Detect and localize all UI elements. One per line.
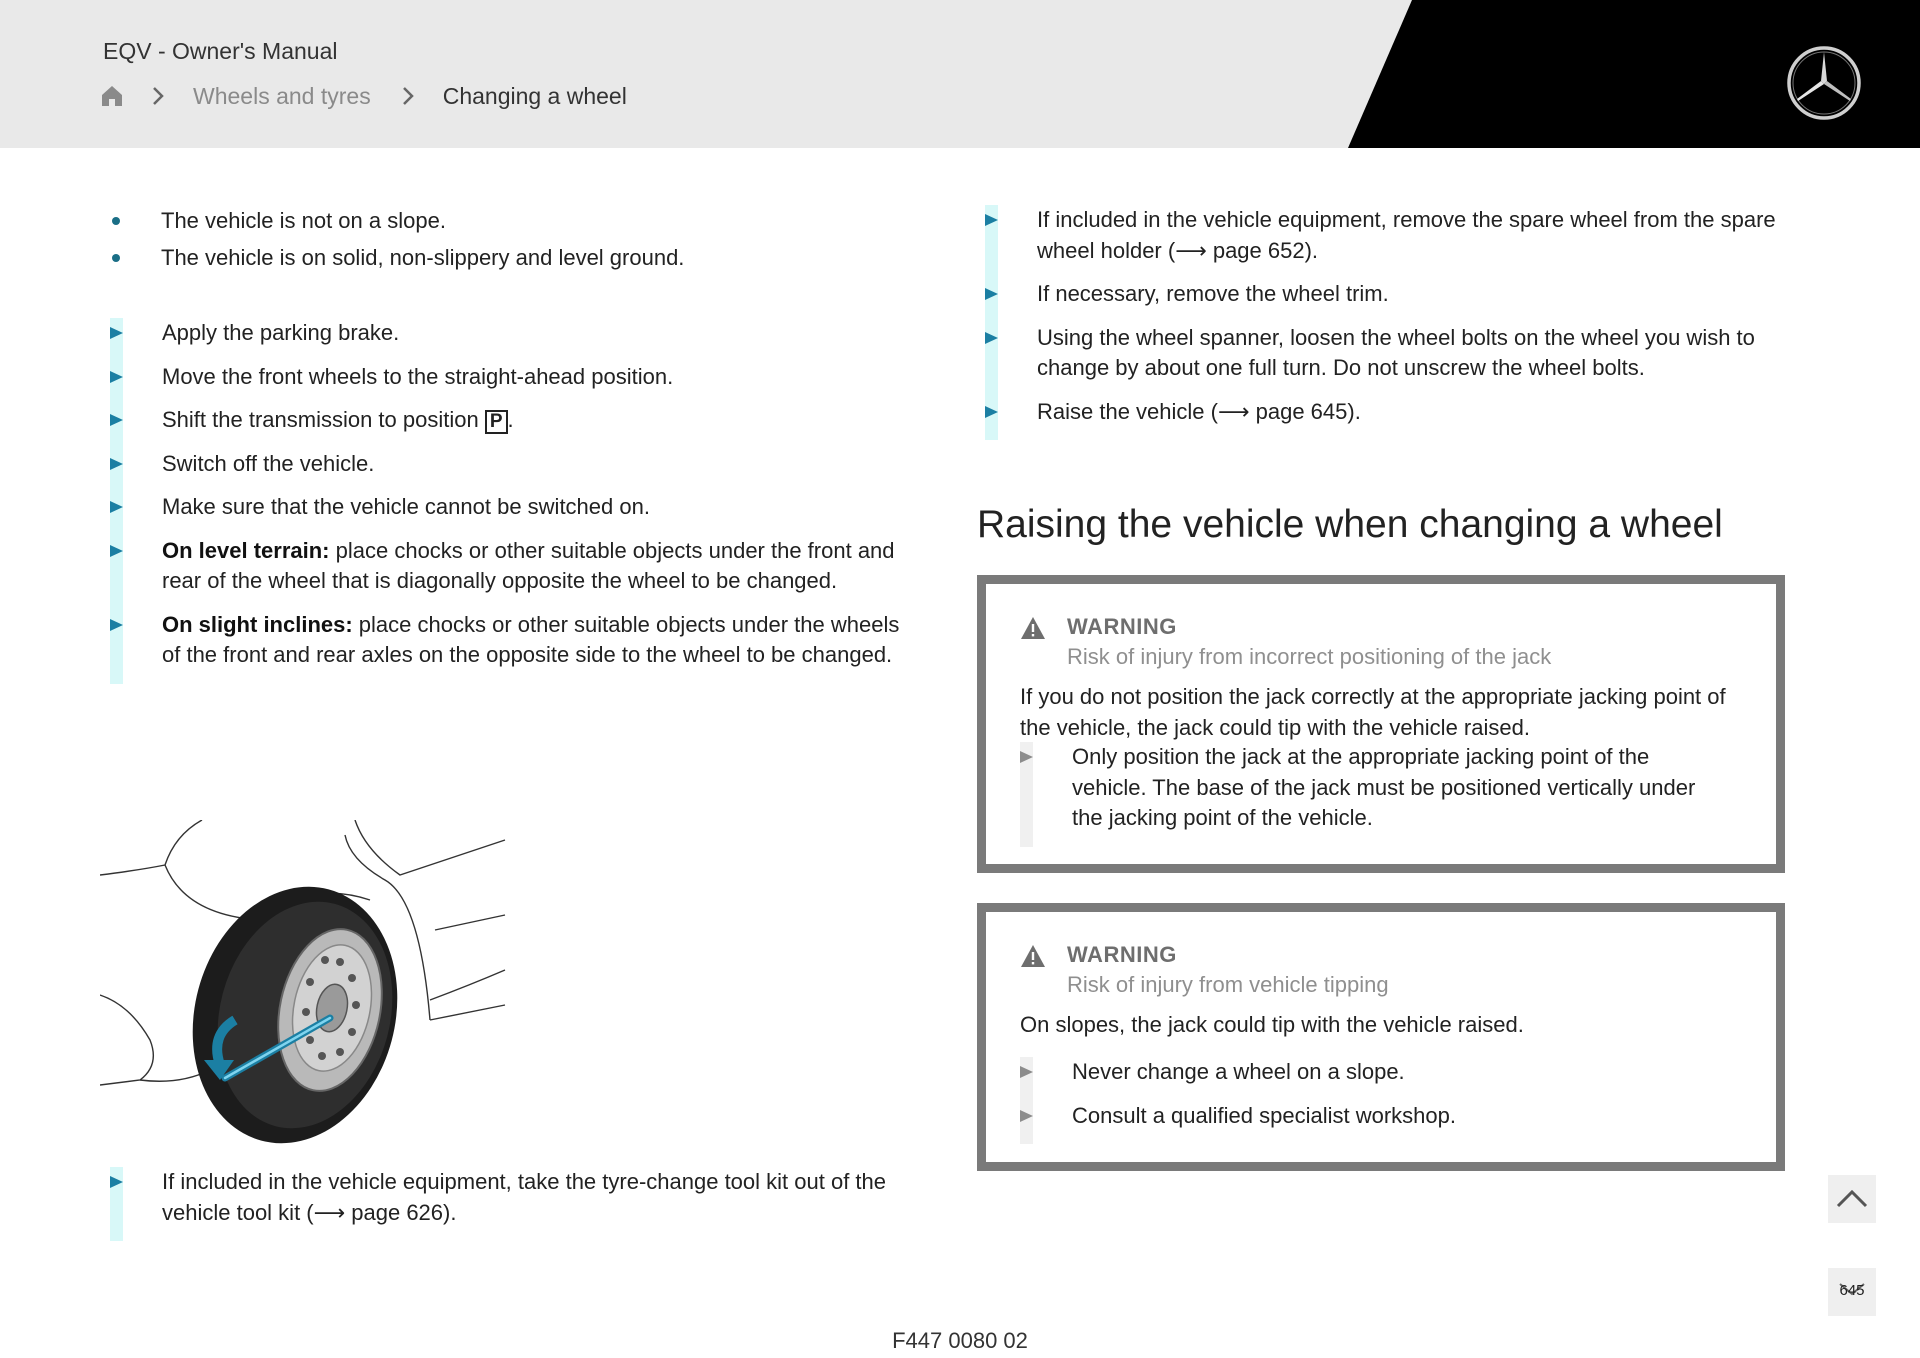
bullet-dot-icon <box>112 217 120 225</box>
step-text: Using the wheel spanner, loosen the wheel bolts on the wheel you wish to change by about one full turn. Do not unscrew the wheel bolts. <box>1037 324 1755 380</box>
chevron-right-icon <box>401 85 415 107</box>
bullet-dot-icon <box>112 254 120 262</box>
document-title: EQV - Owner's Manual <box>103 38 338 64</box>
prerequisite-list <box>110 205 684 279</box>
list-item <box>110 205 684 242</box>
header-bar <box>0 0 1920 148</box>
step-item <box>110 1167 910 1241</box>
warning-body: If you do not position the jack correctly at the appropriate jacking point of the vehicle, the jack could tip with the vehicle raised. <box>1020 684 1726 740</box>
step-condition: On slight inclines: <box>162 611 353 637</box>
section-heading: Raising the vehicle when changing a wheel <box>977 503 1723 546</box>
list-item-text: The vehicle is on solid, non-slippery and level ground. <box>161 245 685 270</box>
step-text: Make sure that the vehicle cannot be switched on. <box>162 494 650 519</box>
step-text: Never change a wheel on a slope. <box>1072 1059 1405 1084</box>
step-item <box>1020 742 1720 847</box>
step-condition: On level terrain: <box>162 537 330 563</box>
step-text: Only position the jack at the appropriate jacking point of the vehicle. The base of the jack must be positioned vertically under the jacking point of the vehicle. <box>1072 744 1696 830</box>
procedure-steps-right <box>985 205 1785 440</box>
step-item <box>985 397 1785 441</box>
step-text: If included in the vehicle equipment, remove the spare wheel from the spare wheel holder (⟶ page 652). <box>1037 207 1776 263</box>
step-arrow-icon <box>985 406 998 418</box>
step-arrow-icon <box>985 214 998 226</box>
step-item <box>110 536 910 610</box>
page-navigation-button[interactable] <box>1828 1268 1876 1316</box>
step-item <box>110 362 910 406</box>
step-text-wrapper <box>162 610 910 671</box>
breadcrumb-changing-a-wheel: Changing a wheel <box>442 82 627 109</box>
page-number: 645 <box>1839 1282 1865 1299</box>
warning-label: WARNING <box>1067 942 1177 967</box>
chevron-up-icon <box>1828 1175 1876 1223</box>
step-text: Shift the transmission to position <box>162 407 485 432</box>
step-item <box>110 318 910 362</box>
step-item <box>110 610 910 684</box>
step-item <box>110 449 910 493</box>
warning-steps <box>1020 742 1720 847</box>
step-arrow-icon <box>110 458 123 470</box>
step-text-suffix: . <box>507 407 514 432</box>
brand-panel <box>0 0 1920 148</box>
mercedes-star-logo-icon <box>1786 45 1862 121</box>
step-item <box>985 279 1785 323</box>
figure-code: F447 0080 02 <box>892 1328 1028 1353</box>
warning-triangle-icon <box>1020 944 1046 968</box>
breadcrumb <box>101 80 627 112</box>
step-text: If included in the vehicle equipment, take the tyre-change tool kit out of the vehicle tool kit (⟶ page 626). <box>162 1169 887 1225</box>
list-item <box>110 242 684 279</box>
step-arrow-icon <box>110 327 123 339</box>
step-item <box>110 405 910 449</box>
step-item <box>1020 1101 1720 1145</box>
home-icon[interactable] <box>101 85 123 107</box>
step-item <box>985 205 1785 279</box>
warning-box-vehicle-tipping <box>977 903 1785 1171</box>
step-text-wrapper <box>162 536 910 597</box>
step-arrow-icon <box>1020 1066 1033 1078</box>
step-arrow-icon <box>985 288 998 300</box>
step-arrow-icon <box>110 619 123 631</box>
breadcrumb-wheels-and-tyres[interactable]: Wheels and tyres <box>193 82 371 109</box>
warning-subtitle: Risk of injury from vehicle tipping <box>1067 972 1389 997</box>
step-text: Raise the vehicle (⟶ page 645). <box>1037 398 1361 424</box>
step-text-wrapper <box>162 405 910 436</box>
step-arrow-icon <box>110 501 123 513</box>
step-text: place chocks or other suitable objects under the wheels of the front and rear axles on the opposite side to the wheel to be changed. <box>162 611 900 667</box>
step-arrow-icon <box>110 545 123 557</box>
step-text: place chocks or other suitable objects under the front and rear of the wheel that is diagonally opposite the wheel to be changed. <box>162 537 895 593</box>
step-arrow-icon <box>110 1176 123 1188</box>
list-item-text: The vehicle is not on a slope. <box>161 208 446 233</box>
step-text: Consult a qualified specialist workshop. <box>1072 1102 1456 1128</box>
gear-p-symbol: P <box>485 410 508 434</box>
step-text: Apply the parking brake. <box>162 320 400 345</box>
procedure-steps-left <box>110 318 910 684</box>
step-text: Move the front wheels to the straight-ahead position. <box>162 363 674 389</box>
step-text: Switch off the vehicle. <box>162 450 375 476</box>
step-arrow-icon <box>110 414 123 426</box>
step-arrow-icon <box>985 332 998 344</box>
warning-steps <box>1020 1057 1720 1144</box>
step-item <box>1020 1057 1720 1101</box>
step-text: If necessary, remove the wheel trim. <box>1037 281 1389 306</box>
step-item <box>985 323 1785 397</box>
warning-triangle-icon <box>1020 616 1046 640</box>
chevron-right-icon <box>151 85 165 107</box>
warning-subtitle: Risk of injury from incorrect positioning of the jack <box>1067 644 1552 669</box>
procedure-steps-left-bottom <box>110 1167 910 1241</box>
step-item <box>110 492 910 536</box>
wheel-bolt-loosening-illustration <box>100 820 510 1150</box>
warning-label: WARNING <box>1067 614 1177 639</box>
scroll-to-top-button[interactable] <box>1828 1175 1876 1223</box>
step-arrow-icon <box>110 371 123 383</box>
warning-box-jack-positioning <box>977 575 1785 873</box>
step-arrow-icon <box>1020 751 1033 763</box>
warning-body: On slopes, the jack could tip with the vehicle raised. <box>1020 1012 1524 1037</box>
step-arrow-icon <box>1020 1110 1033 1122</box>
